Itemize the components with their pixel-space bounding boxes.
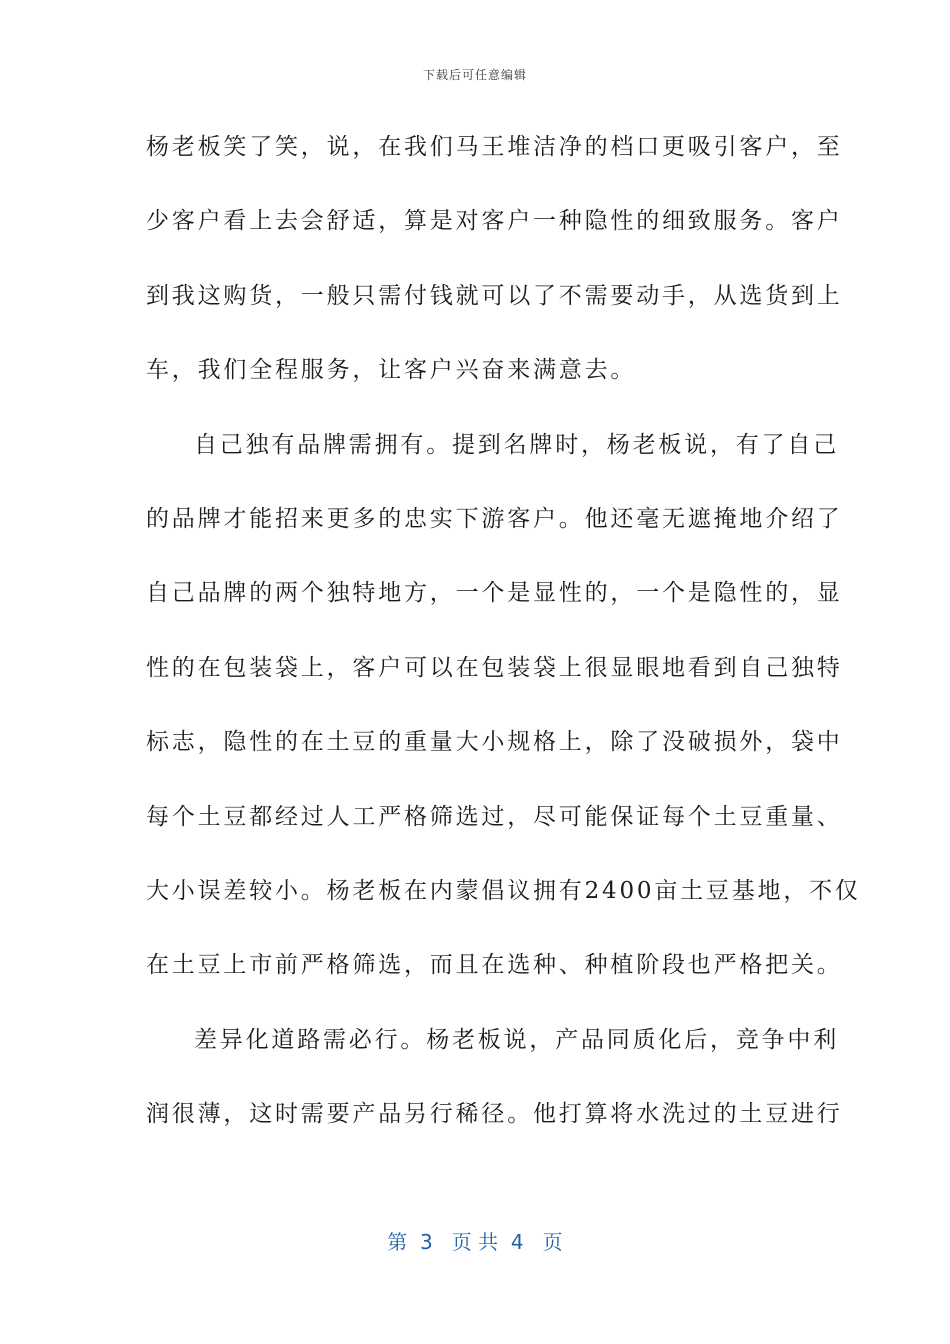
text-line: 性的在包装袋上，客户可以在包装袋上很显眼地看到自己独特 (146, 654, 843, 681)
text-line: 自己品牌的两个独特地方，一个是显性的，一个是隐性的，显 (146, 580, 843, 607)
page-number-footer: 第 3 页 共 4 页 (387, 1230, 563, 1254)
text-line: 车，我们全程服务，让客户兴奋来满意去。 (146, 357, 637, 384)
page-header: 下载后可任意编辑 (422, 68, 527, 82)
text-line: 润很薄，这时需要产品另行稀径。他打算将水洗过的土豆进行 (146, 1101, 843, 1128)
text-line: 标志，隐性的在土豆的重量大小规格上，除了没破损外，袋中 (146, 729, 843, 756)
text-line: 少客户看上去会舒适，算是对客户一种隐性的细致服务。客户 (146, 208, 843, 235)
text-line: 自己独有品牌需拥有。提到名牌时，杨老板说，有了自己 (194, 431, 839, 458)
text-line: 每个土豆都经过人工严格筛选过，尽可能保证每个土豆重量、 (146, 803, 843, 830)
text-line: 在土豆上市前严格筛选，而且在选种、种植阶段也严格把关。 (146, 952, 843, 979)
text-line: 杨老板笑了笑，说，在我们马王堆洁净的档口更吸引客户，至 (146, 134, 843, 160)
document-body (146, 118, 861, 1159)
text-line: 的品牌才能招来更多的忠实下游客户。他还毫无遮掩地介绍了 (146, 505, 843, 532)
text-line: 差异化道路需必行。杨老板说，产品同质化后，竞争中利 (194, 1026, 839, 1053)
text-line: 大小误差较小。杨老板在内蒙倡议拥有2400亩土豆基地，不仅 (146, 877, 861, 904)
text-line: 到我这购货，一般只需付钱就可以了不需要动手，从选货到上 (146, 282, 843, 309)
